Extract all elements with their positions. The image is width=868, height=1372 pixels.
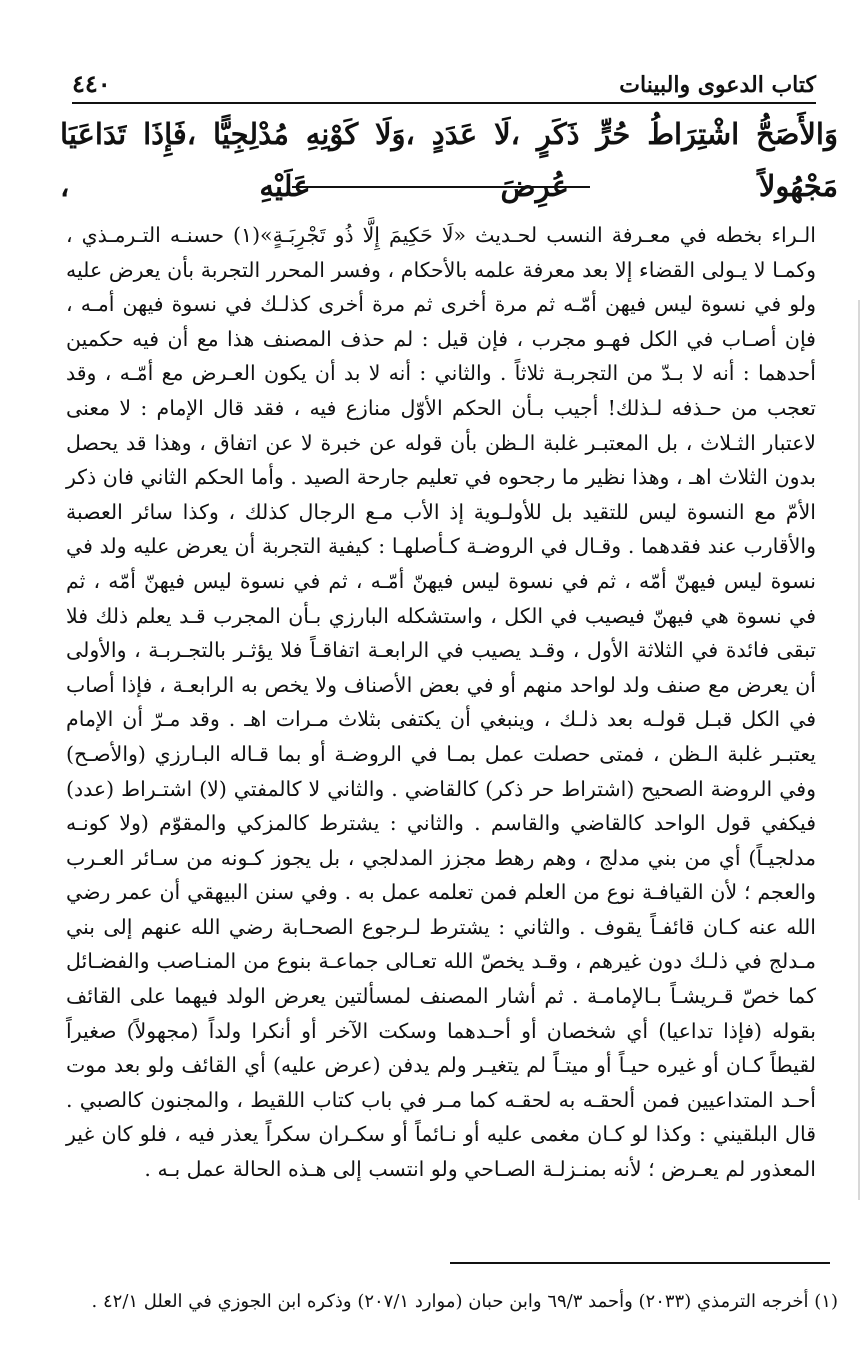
running-header: [72, 62, 816, 104]
scan-edge-shadow: [858, 300, 860, 1200]
footnote-divider: [450, 1262, 830, 1264]
page-number: ٤٤٠: [72, 69, 111, 98]
matn-text: وَالأَصَحُّ اشْتِرَاطُ حُرٍّ ذَكَرٍ ،لَا عَدَدٍ ،وَلَا كَوْنِهِ مُدْلِجِيًّا ،فَإِذَا تَدَاعَيَا مَجْهُولاً عُرِضَ عَلَيْهِ ،: [60, 117, 838, 203]
matn-divider: [292, 186, 590, 188]
footnote: (١) أخرجه الترمذي (٢٠٣٣) وأحمد ٦٩/٣ وابن حبان (موارد ٢٠٧/١) وذكره ابن الجوزي في العلل ٤٢/١ .: [91, 1291, 838, 1312]
book-title: كتاب الدعوى والبينات: [619, 72, 816, 98]
commentary-paragraph: الـراء بخطه في معـرفة النسب لحـديث «لَا حَكِيمَ إِلَّا ذُو تَجْرِبَـةٍ»(١) حسنـه التـرمـذي ، وكمـا لا يـولى القضاء إلا بعد معرفة علمه بالأحكام ، وفسر المحرر التجربة بأن يعرض عليه ولو في نسوة ليس فيهن أمّـه ثم مرة أخرى ثم مرة أخرى كذلـك في نسوة فيهن أمـه ، فإن أصـاب في الكل فهـو مجرب ، فإن قيل : لم حذف المصنف هذا مع أن فيه حكمين أحدهما : أنه لا بـدّ من التجربـة ثلاثاً . والثاني : أنه لا بد أن يكون العـرض مع أمّـه ، وقد تعجب من حـذفه لـذلك! أجيب بـأن الحكم الأوّل منازع فيه ، فقد قال الإمام : لا معنى لاعتبار الثـلاث ، بل المعتبـر غلبة الـظن بأن قوله عن خبرة لا عن اتفاق ، وهذا قد يحصل بدون الثلاث اهـ ، وهذا نظير ما رجحوه في تعليم جارحة الصيد . وأما الحكم الثاني فان ذكر الأمّ مع النسوة ليس للتقيد بل للأولـوية إذ الأب مـع الرجال كذلك ، وكذا سائر العصبة والأقارب عند فقدهما . وقـال في الروضـة كـأصلهـا : كيفية التجربة أن يعرض عليه ولد في نسوة ليس فيهنّ أمّه ، ثم في نسوة ليس فيهنّ أمّـه ، ثم في نسوة ليس فيهنّ أمّه ، ثم في نسوة هي فيهنّ فيصيب في الكل ، واستشكله البارزي بـأن المجرب قـد يعلم ذلك فلا تبقى فائدة في الثلاثة الأول ، وقـد يصيب في الرابعـة اتفاقـاً فلا يؤثـر بالتجـربـة ، والأولى أن يعرض مع صنف ولد لواحد منهم أو في بعض الأصناف ولا يخص به الرابعـة ، فإذا أصاب في الكل قبـل قولـه بعد ذلـك ، وينبغي أن يكتفى بثلاث مـرات اهـ . وقد مـرّ أن الإمام يعتبـر غلبة الـظن ، فمتى حصلت عمل بمـا في الروضـة أو بما قـاله البـارزي (والأصـح) وفي الروضة الصحيح (اشتراط حر ذكر) كالقاضي . والثاني لا كالمفتي (لا) اشتـراط (عدد) فيكفي قول الواحد كالقاضي والقاسم . والثاني : يشترط كالمزكي والمقوّم (ولا كونـه مدلجيـاً) أي من بني مدلج ، وهم رهط مجزز المدلجي ، بل يجوز كـونه من سـائر العـرب والعجم ؛ لأن القيافـة نوع من العلم فمن تعلمه عمل به . وفي سنن البيهقي أن عمر رضي الله عنه كـان قائفـاً يقوف . والثاني : يشترط لـرجوع الصحـابة رضي الله عنهم إلى بني مـدلج في ذلـك دون غيرهم ، وقـد يخصّ الله تعـالى جماعـة بنوع من المنـاصب والفضـائل كما خصّ قـريشـاً بـالإمامـة . ثم أشار المصنف لمسألتين يعرض الولد فيهما على القائف بقوله (فإذا تداعيا) أي شخصان أو أحـدهما وسكت الآخر أو أنكرا ولداً (مجهولاً) صغيراً لقيطاً كـان أو غيره حيـاً أو ميتـاً لم يتغيـر ولم يدفن (عرض عليه) أي القائف ولو بعد موت أحـد المتداعيين فمن ألحقـه به لحقـه كما مـر في باب كتاب اللقيط ، والمجنون كالصبي . قال البلقيني : وكذا لو كـان مغمى عليه أو نـائماً أو سكـران سكراً يعذر فيه ، فلو كان غير المعذور لم يعـرض ؛ لأنه بمنـزلـة الصـاحي ولو انتسب إلى هـذه الحالة عمل بـه .: [66, 223, 816, 1182]
commentary-body: [66, 218, 816, 1258]
